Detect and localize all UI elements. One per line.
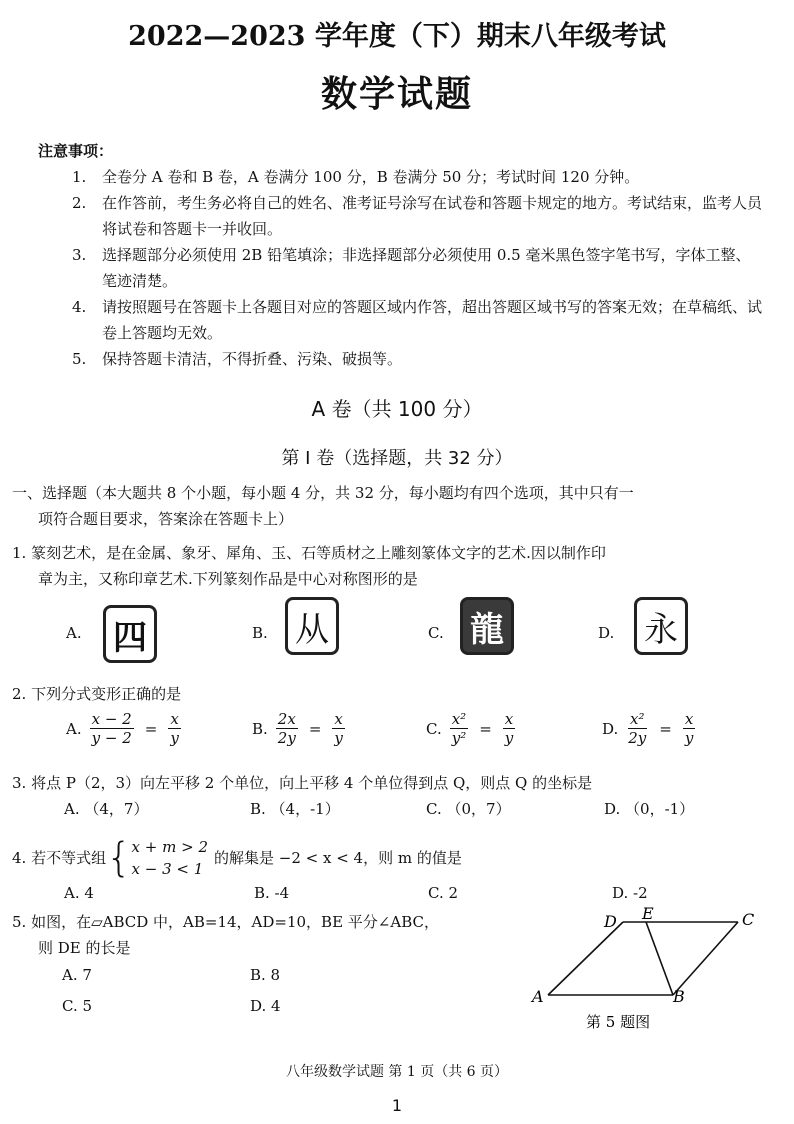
notice-item [72, 242, 762, 294]
q4-option-d: D. -2 [612, 884, 648, 902]
part1-line2: 项符合题目要求，答案涂在答题卡上） [38, 510, 294, 528]
equals-sign: = [659, 719, 672, 738]
q5-line1: 5. 如图，在▱ABCD 中，AB=14，AD=10，BE 平分∠ABC， [12, 913, 439, 931]
numerator: x − 2 [91, 710, 132, 728]
q2-option-b [252, 710, 345, 747]
notice-text: 在作答前，考生务必将自己的姓名、准考证号涂写在试卷和答题卡规定的地方。考试结束，监考人员将试卷和答题卡一并收回。 [102, 194, 763, 238]
q3-stem: 3. 将点 P（2，3）向左平移 2 个单位，向上平移 4 个单位得到点 Q，则点 Q 的坐标是 [12, 774, 593, 792]
q5-option-a: A. 7 [62, 966, 92, 984]
point-d-label: D [604, 912, 617, 931]
numerator: x² [451, 710, 467, 728]
inequality-2: x − 3 < 1 [131, 860, 204, 878]
page-number: 1 [391, 1096, 403, 1115]
option-label: D. [602, 719, 619, 738]
notice-item [72, 164, 762, 190]
exam-title: 2022—2023 学年度（下）期末八年级考试 [128, 21, 666, 52]
equals-sign: = [144, 719, 158, 738]
numerator: x² [630, 710, 645, 728]
q4-option-a: A. 4 [64, 884, 94, 902]
exam-subtitle: 数学试题 [320, 73, 473, 115]
denominator: y − 2 [91, 729, 132, 747]
numerator: x [334, 710, 343, 728]
notice-item [72, 346, 762, 372]
notice-text: 请按照题号在答题卡上各题目对应的答题区域内作答，超出答题区域书写的答案无效；在草稿纸、试卷上答题均无效。 [102, 298, 763, 342]
denominator: y [684, 729, 694, 747]
notice-num: 4. [72, 298, 87, 316]
figure-caption: 第 5 题图 [586, 1013, 651, 1031]
fraction [503, 710, 515, 747]
fraction [276, 710, 298, 747]
fraction [626, 710, 648, 747]
notice-heading: 注意事项： [38, 142, 114, 160]
section-a-heading: A 卷（共 100 分） [311, 397, 483, 421]
point-a-label: A [532, 987, 544, 1006]
q4-suffix: 的解集是 −2 < x < 4，则 m 的值是 [213, 849, 462, 867]
q1-option-d-label: D. [598, 624, 615, 642]
notice-list [72, 164, 762, 372]
q2-option-c [426, 710, 515, 747]
option-label: B. [252, 719, 268, 738]
notice-num: 5. [72, 350, 87, 368]
brace-icon: { [106, 835, 132, 881]
seal-icon [103, 605, 157, 663]
point-e-label: E [642, 905, 654, 923]
parallelogram-figure [528, 905, 768, 1035]
q3-option-a: A. （4，7） [64, 800, 149, 818]
q4-prefix: 4. 若不等式组 [12, 849, 107, 867]
seal-glyph: 龍 [470, 609, 504, 650]
fraction [168, 710, 180, 747]
seal-icon [634, 597, 688, 655]
denominator: 2y [628, 729, 647, 747]
q1-line2: 章为主，又称印章艺术.下列篆刻作品是中心对称图形的是 [38, 570, 418, 588]
notice-num: 3. [72, 246, 87, 264]
q5-option-d: D. 4 [250, 997, 281, 1015]
denominator: y [504, 729, 514, 747]
notice-text: 选择题部分必须使用 2B 铅笔填涂；非选择题部分必须使用 0.5 毫米黑色签字笔书写，字体工整、笔迹清楚。 [102, 246, 751, 290]
side-bc [673, 922, 738, 995]
page-footer: 八年级数学试题 第 1 页（共 6 页） [285, 1064, 509, 1080]
q2-stem: 2. 下列分式变形正确的是 [12, 685, 182, 703]
q5-option-c: C. 5 [62, 997, 93, 1015]
segment-be [646, 922, 673, 995]
q3-option-c: C. （0，7） [426, 800, 511, 818]
notice-num: 1. [72, 168, 87, 186]
denominator: y [170, 729, 179, 747]
q4-stem [12, 836, 462, 880]
notice-num: 2. [72, 194, 87, 212]
seal-glyph: 四 [113, 617, 147, 658]
notice-text: 全卷分 A 卷和 B 卷，A 卷满分 100 分，B 卷满分 50 分；考试时间 120 分钟。 [102, 168, 640, 186]
q1-line1: 1. 篆刻艺术，是在金属、象牙、犀角、玉、石等质材之上雕刻篆体文字的艺术.因以制作印 [12, 544, 606, 562]
equals-sign: = [479, 719, 492, 738]
notice-item [72, 294, 762, 346]
numerator: x [684, 710, 694, 728]
fraction [90, 710, 134, 747]
notice-item [72, 190, 762, 242]
numerator: x [504, 710, 514, 728]
denominator: y [334, 729, 343, 747]
point-b-label: B [673, 987, 685, 1006]
part1-line1: 一、选择题（本大题共 8 个小题，每小题 4 分，共 32 分，每小题均有四个选项，其中只有一 [12, 484, 634, 502]
point-c-label: C [742, 910, 755, 929]
denominator: 2y [277, 729, 296, 747]
side-ad [548, 922, 623, 995]
equals-sign: = [308, 719, 322, 738]
inequality-system [132, 836, 208, 880]
fraction [332, 710, 344, 747]
q3-option-b: B. （4，-1） [250, 800, 340, 818]
inequality-1: x + m > 2 [131, 838, 208, 856]
seal-glyph: 从 [295, 609, 329, 650]
q4-option-c: C. 2 [428, 884, 459, 902]
option-label: C. [426, 719, 442, 738]
q5-option-b: B. 8 [250, 966, 281, 984]
section-i-heading: 第 I 卷（选择题，共 32 分） [281, 448, 513, 469]
fraction [450, 710, 469, 747]
seal-glyph: 永 [644, 609, 678, 650]
q4-option-b: B. -4 [254, 884, 290, 902]
q3-option-d: D. （0，-1） [604, 800, 695, 818]
seal-icon [285, 597, 339, 655]
q1-option-c-label: C. [428, 624, 444, 642]
fraction [683, 710, 695, 747]
numerator: x [170, 710, 179, 728]
q5-line2: 则 DE 的长是 [38, 939, 131, 957]
option-label: A. [66, 719, 82, 738]
q2-option-a [66, 710, 181, 747]
q1-option-a-label: A. [66, 624, 82, 642]
q2-option-d [602, 710, 695, 747]
q1-option-b-label: B. [252, 624, 268, 642]
seal-icon [460, 597, 514, 655]
numerator: 2x [277, 710, 296, 728]
denominator: y² [451, 729, 467, 747]
notice-text: 保持答题卡清洁，不得折叠、污染、破损等。 [102, 350, 403, 368]
